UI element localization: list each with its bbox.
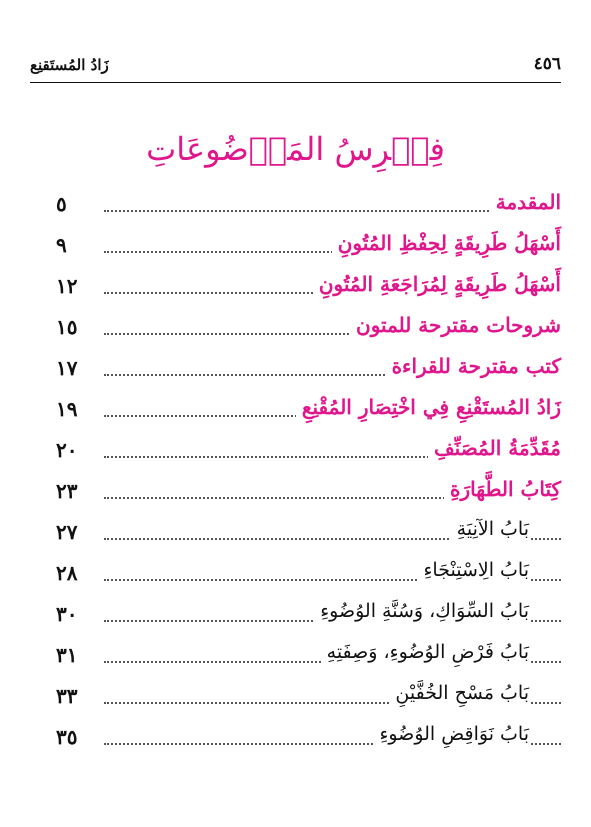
toc-entry-title: بَابُ نَوَاقِضِ الوُضُوءِ — [373, 723, 529, 745]
toc-entry-title: بَابُ مَسْحِ الخُفَّيْنِ — [389, 682, 529, 704]
toc-entry-title: بَابُ الآنِيَةِ — [451, 518, 529, 540]
page-number: ٤٥٦ — [533, 54, 561, 74]
book-title: زَادُ المُستَقنِع — [30, 56, 109, 74]
toc-entry — [0, 229, 591, 269]
toc-page-number: ١٩ — [56, 397, 78, 421]
toc-subentry — [0, 516, 591, 556]
toc-page-number: ٣٠ — [56, 602, 78, 626]
toc-subentry — [0, 639, 591, 679]
toc-subentry — [0, 721, 591, 761]
toc-entry — [0, 475, 591, 515]
toc-entry-title: زَادُ المُستَقْنِعِ فِي اخْتِصَارِ المُقْنِعِ — [296, 395, 561, 419]
toc-page-number: ٢٧ — [56, 520, 78, 544]
toc-entry-title: كتب مقترحة للقراءة — [386, 354, 561, 378]
toc-entry-title: كِتَابُ الطَّهَارَةِ — [444, 477, 561, 501]
toc-page-number: ٣٥ — [56, 725, 78, 749]
toc-subentry — [0, 680, 591, 720]
toc-page-number: ١٧ — [56, 356, 78, 380]
toc-page-number: ١٢ — [56, 274, 78, 298]
toc-page-number: ٥ — [56, 192, 67, 216]
toc-entry — [0, 311, 591, 351]
toc-entry-title: مُقَدِّمَةُ المُصَنِّفِ — [428, 436, 561, 460]
toc-entry-title: أَسْهَلُ طَرِيقَةٍ لِحِفْظِ المُتُونِ — [332, 231, 561, 255]
page-title: فِهۡرِسُ المَوۡضُوعَاتِ — [146, 130, 445, 168]
toc-entry — [0, 270, 591, 310]
toc-page-number: ١٥ — [56, 315, 78, 339]
toc-entry-title: أَسْهَلُ طَرِيقَةٍ لِمُرَاجَعَةِ المُتُونِ — [313, 272, 561, 296]
toc-subentry — [0, 557, 591, 597]
toc-entry-title: المقدمة — [490, 190, 561, 214]
toc-page-number: ٣٣ — [56, 684, 78, 708]
toc-entry — [0, 434, 591, 474]
toc-page-number: ٣١ — [56, 643, 78, 667]
toc-page-number: ٢٨ — [56, 561, 78, 585]
running-header — [30, 52, 561, 83]
toc-page-number: ٢٣ — [56, 479, 78, 503]
toc-page-number: ٢٠ — [56, 438, 78, 462]
toc-entry-title: شروحات مقترحة للمتون — [350, 313, 561, 337]
toc-entry — [0, 188, 591, 228]
toc-entry — [0, 352, 591, 392]
toc-page-number: ٩ — [56, 233, 67, 257]
toc-entry-title: بَابُ السِّوَاكِ، وَسُنَّةِ الوُضُوءِ — [314, 600, 529, 622]
toc-entry-title: بَابُ الِاسْتِنْجَاءِ — [418, 559, 530, 581]
toc-entry — [0, 393, 591, 433]
toc-subentry — [0, 598, 591, 638]
toc-entry-title: بَابُ فَرْضِ الوُضُوءِ، وَصِفَتِهِ — [321, 641, 529, 663]
